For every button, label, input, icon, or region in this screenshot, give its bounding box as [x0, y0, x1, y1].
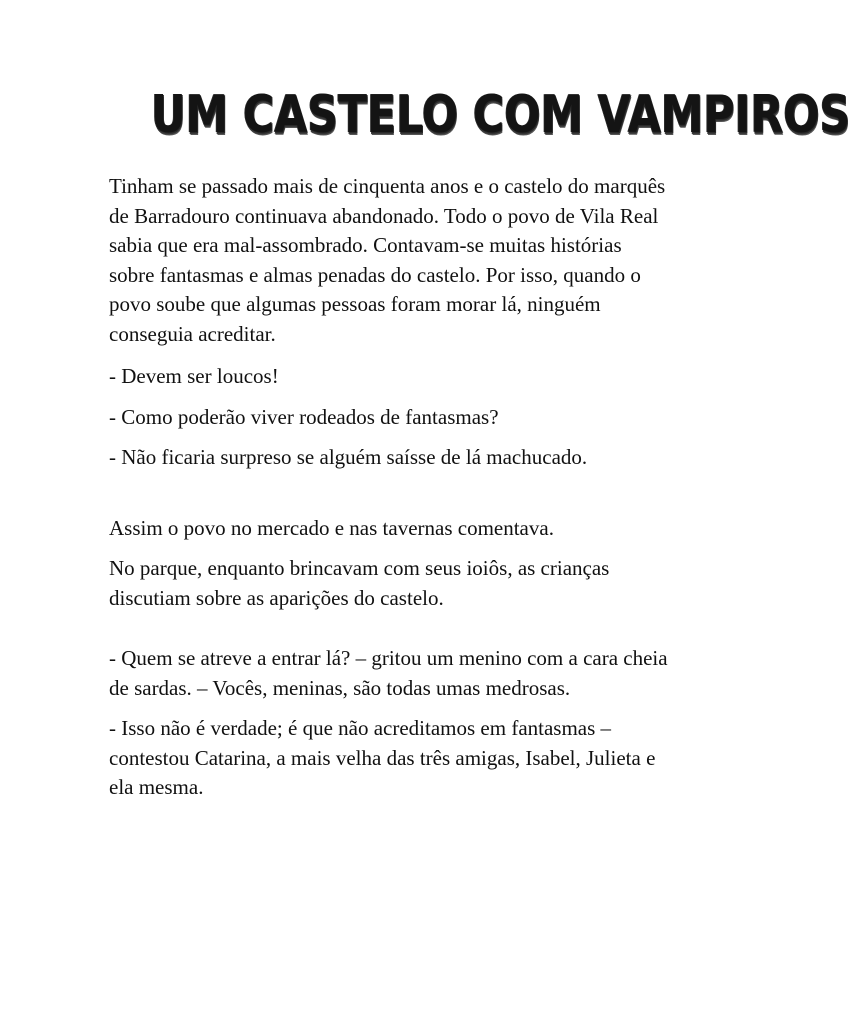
dialogue-line: - Devem ser loucos! [109, 364, 279, 388]
paragraph: No parque, enquanto brincavam com seus ioiôs, as crianças discutiam sobre as aparições do castelo. [109, 556, 610, 610]
dialogue-line: - Isso não é verdade; é que não acreditamos em fantasmas – contestou Catarina, a mais velha das três amigas, Isabel, Julieta e ela mesma. [109, 716, 656, 799]
paragraph: Assim o povo no mercado e nas tavernas comentava. [109, 515, 554, 540]
dialogue-line: - Como poderão viver rodeados de fantasmas? [109, 404, 499, 429]
document-body [109, 172, 669, 803]
dialogue-line: - Quem se atreve a entrar lá? – gritou um menino com a cara cheia de sardas. – Vocês, meninas, são todas umas medrosas. [109, 646, 668, 700]
dialogue-line: - Não ficaria surpreso se alguém saísse de lá machucado. [109, 445, 588, 469]
paragraph-intro: Tinham se passado mais de cinquenta anos e o castelo do marquês de Barradouro continuava abandonado. Todo o povo de Vila Real sabia que era mal-assombrado. Contavam-se muitas histórias sobre fantasmas e almas penadas do castelo. Por isso, quando o povo soube que algumas pessoas foram morar lá, ninguém conseguia acreditar. [109, 174, 666, 346]
document-title: UM CASTELO COM VAMPIROS [151, 85, 850, 145]
